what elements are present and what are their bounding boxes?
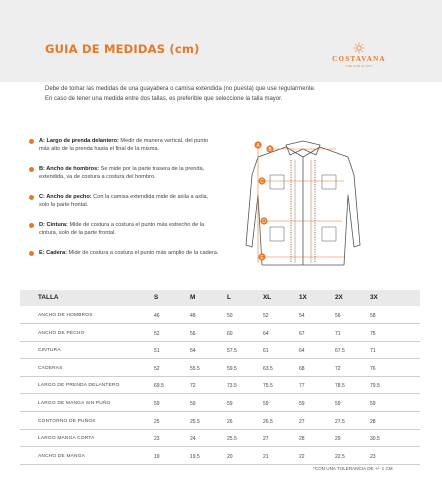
definition-text: Con la camisa extendida mide de axila a axila, solo la parte frontal. bbox=[39, 194, 209, 208]
table-row bbox=[20, 343, 420, 359]
column-header: 3X bbox=[370, 294, 378, 301]
definition-e bbox=[29, 250, 219, 258]
table-header bbox=[20, 290, 420, 306]
bullet-dot bbox=[29, 251, 34, 256]
table-cell: 64 bbox=[263, 330, 269, 337]
column-header: 1X bbox=[299, 294, 307, 301]
table-cell: 50 bbox=[227, 313, 233, 319]
bullet-dot bbox=[29, 195, 34, 200]
table-cell: 59 bbox=[154, 401, 160, 407]
table-row bbox=[20, 449, 420, 465]
table-cell: 51 bbox=[154, 348, 160, 355]
definition-key: D: Cintura: bbox=[39, 222, 68, 228]
row-label: CADERAS bbox=[38, 365, 63, 371]
bullet-dot bbox=[29, 223, 34, 228]
intro-line: Debe de tomar las medidas de una guayabera o camisa extendida (no puesta) que use regularmente. bbox=[45, 86, 316, 92]
row-label: LARGO MANGA CORTA bbox=[38, 436, 95, 442]
table-cell: 78.5 bbox=[335, 383, 345, 390]
table-cell: 28 bbox=[370, 418, 376, 425]
table-cell: 77 bbox=[299, 383, 305, 390]
column-header: L bbox=[227, 294, 231, 301]
definition-text: Mide de costura a costura el punto más estrecho de la cintura, solo de la parte frontal. bbox=[39, 222, 205, 236]
table-cell: 54 bbox=[190, 348, 196, 355]
table-cell: 26 bbox=[227, 418, 233, 425]
definition-key: C: Ancho de pecho: bbox=[39, 194, 92, 200]
table-cell: 48 bbox=[190, 313, 196, 319]
table-cell: 71 bbox=[335, 330, 341, 337]
shirt-diagram bbox=[228, 135, 378, 275]
table-cell: 54 bbox=[299, 313, 305, 319]
table-cell: 27 bbox=[299, 418, 305, 425]
logo-name: COSTAVANA bbox=[332, 55, 386, 63]
table-row bbox=[20, 396, 420, 412]
bullet-dot bbox=[29, 167, 34, 172]
definition-text: Mide de costura a costura el punto más amplio de la cadera. bbox=[66, 250, 219, 256]
definition-d bbox=[29, 222, 219, 237]
table-cell: 25 bbox=[154, 418, 160, 425]
table-cell: 57.5 bbox=[227, 348, 237, 355]
table-row bbox=[20, 361, 420, 377]
row-label: ANCHO DE MANGA bbox=[38, 453, 86, 459]
table-cell: 59 bbox=[263, 401, 269, 407]
table-cell: 25.5 bbox=[227, 436, 237, 443]
table-cell: 63.5 bbox=[263, 365, 273, 372]
table-cell: 71 bbox=[370, 348, 376, 355]
intro-line: En caso de tener una medida entre dos tallas, es preferible que seleccione la talla mayor. bbox=[45, 95, 283, 102]
diagram-label-b: B bbox=[268, 146, 272, 153]
row-label: LARGO DE MANGA SIN PUÑO bbox=[38, 401, 111, 406]
diagram-label-c: C bbox=[260, 178, 264, 185]
table-cell: 59 bbox=[227, 401, 233, 407]
table-cell: 21 bbox=[263, 453, 269, 460]
definition-a bbox=[29, 138, 219, 153]
bullet-dot bbox=[29, 139, 34, 144]
table-cell: 56 bbox=[335, 313, 341, 319]
table-cell: 23 bbox=[154, 436, 160, 443]
column-header: TALLA bbox=[38, 294, 59, 301]
table-row bbox=[20, 414, 420, 430]
table-cell: 27 bbox=[263, 436, 269, 443]
table-cell: 61 bbox=[263, 348, 269, 355]
table-cell: 23 bbox=[370, 453, 376, 460]
table-cell: 52 bbox=[263, 313, 269, 319]
table-cell: 19.5 bbox=[190, 453, 200, 460]
table-cell: 56 bbox=[190, 330, 196, 337]
table-cell: 19 bbox=[154, 453, 160, 460]
table-cell: 59.5 bbox=[227, 365, 237, 372]
definition-text: Se mide por la parte trasera de la prenda, extendida, va de costura a costura del hombro. bbox=[39, 166, 205, 180]
table-cell: 64 bbox=[299, 348, 305, 355]
table-cell: 67 bbox=[299, 330, 305, 337]
table-cell: 52 bbox=[154, 330, 160, 337]
table-cell: 59 bbox=[190, 401, 196, 407]
table-cell: 52 bbox=[154, 365, 160, 372]
table-cell: 72 bbox=[190, 383, 196, 390]
table-cell: 24 bbox=[190, 436, 196, 443]
column-header: 2X bbox=[335, 294, 343, 301]
table-cell: 59 bbox=[335, 401, 341, 407]
table-cell: 22 bbox=[299, 453, 305, 460]
table-row bbox=[20, 326, 420, 342]
table-cell: 75.5 bbox=[263, 383, 273, 390]
table-cell: 67.5 bbox=[335, 348, 345, 355]
definition-b bbox=[29, 166, 219, 181]
row-label: LARGO DE PRENDA DELANTERO bbox=[38, 383, 120, 389]
sun-icon bbox=[353, 42, 365, 54]
row-label: CONTORNO DE PUÑOS bbox=[38, 418, 96, 424]
table-cell: 60 bbox=[227, 330, 233, 337]
tolerance-note: *CON UNA TOLERANCIA DE +/- 1 CM bbox=[313, 466, 393, 471]
row-label: ANCHO DE HOMBROS bbox=[38, 313, 93, 318]
diagram-label-a: A bbox=[256, 142, 260, 149]
table-cell: 55.5 bbox=[190, 365, 200, 372]
table-cell: 76 bbox=[370, 365, 376, 372]
row-label: ANCHO DE PECHO bbox=[38, 330, 85, 336]
diagram-label-e: E bbox=[260, 254, 264, 261]
definition-c bbox=[29, 194, 219, 209]
table-cell: 79.5 bbox=[370, 383, 380, 390]
table-row bbox=[20, 308, 420, 324]
definition-key: B: Ancho de hombros: bbox=[39, 166, 100, 172]
table-cell: 25.5 bbox=[190, 418, 200, 425]
column-header: S bbox=[154, 294, 159, 301]
table-cell: 22.5 bbox=[335, 453, 345, 460]
table-cell: 26.5 bbox=[263, 418, 273, 425]
shirt-collar bbox=[286, 141, 320, 155]
intro-text bbox=[45, 85, 405, 104]
table-cell: 73.5 bbox=[227, 383, 237, 390]
logo-tagline: THE SUN IS OUT bbox=[345, 64, 373, 68]
table-cell: 28 bbox=[299, 436, 305, 443]
table-cell: 69.5 bbox=[154, 383, 164, 390]
diagram-label-d: D bbox=[262, 218, 266, 225]
column-header: XL bbox=[263, 294, 272, 301]
column-header: M bbox=[190, 294, 196, 301]
definition-key: A: Largo de prenda delantero: bbox=[39, 138, 119, 144]
table-cell: 46 bbox=[154, 313, 160, 319]
definition-text: Medir de manera vertical, del punto más alto de la prenda hasta el final de la misma. bbox=[39, 138, 209, 152]
table-cell: 72 bbox=[335, 365, 341, 372]
table-cell: 20 bbox=[227, 453, 233, 460]
definition-key: E: Cadera: bbox=[39, 250, 67, 256]
table-cell: 27.5 bbox=[335, 418, 345, 425]
table-cell: 68 bbox=[299, 365, 305, 372]
costavana-logo bbox=[327, 42, 391, 70]
table-cell: 59 bbox=[299, 401, 305, 407]
row-label: CINTURA bbox=[38, 348, 61, 354]
table-cell: 59 bbox=[370, 401, 376, 407]
table-row bbox=[20, 378, 420, 394]
table-cell: 58 bbox=[370, 313, 376, 319]
table-cell: 29 bbox=[335, 436, 341, 443]
table-cell: 30.5 bbox=[370, 436, 380, 443]
table-row bbox=[20, 431, 420, 447]
table-cell: 75 bbox=[370, 330, 376, 337]
page-title: GUIA DE MEDIDAS (cm) bbox=[45, 42, 200, 56]
